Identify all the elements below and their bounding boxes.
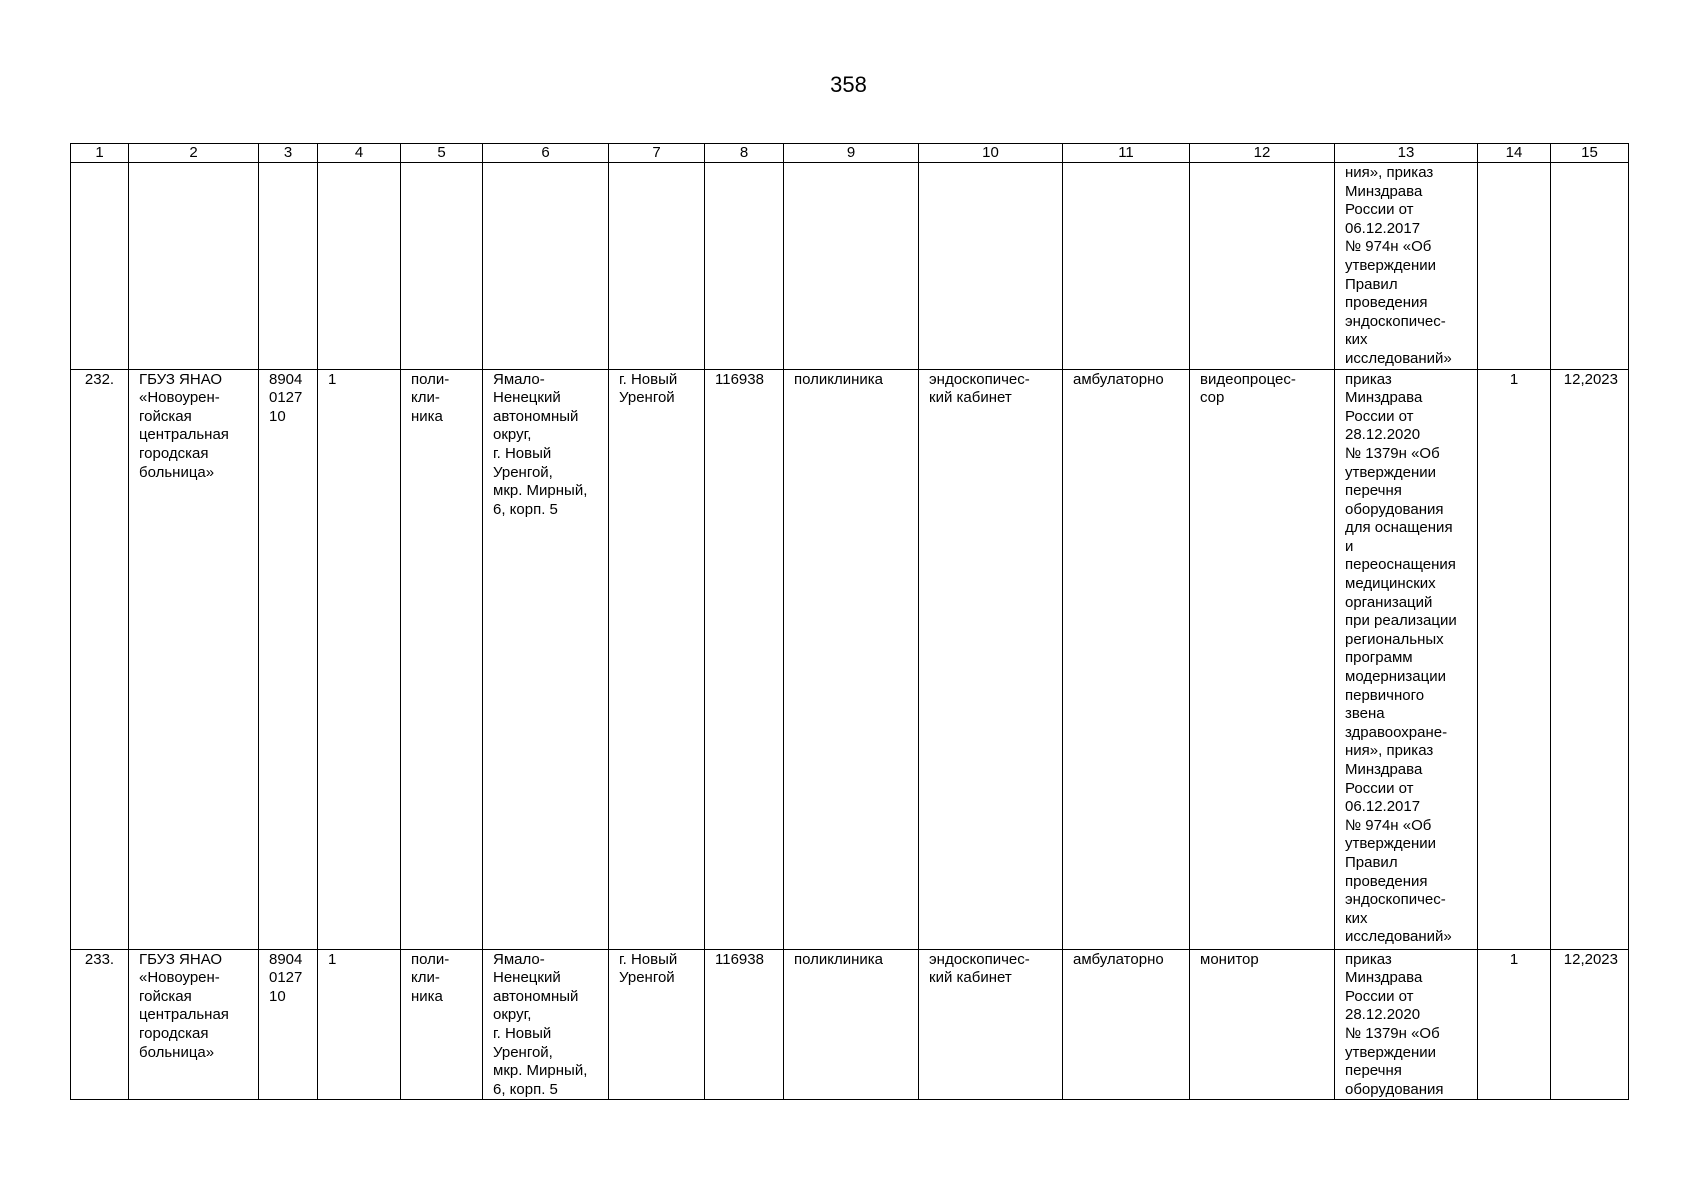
city-cell: г. Новый Уренгой (609, 369, 705, 949)
code-cell: 8904 0127 10 (259, 949, 318, 1100)
row-number-cell: 232. (71, 369, 129, 949)
empty-cell (784, 163, 919, 370)
basis-cell: приказ Минздрава России от 28.12.2020 № 1379н «Об утверждении перечня оборудования (1335, 949, 1478, 1100)
column-number: 10 (919, 144, 1063, 163)
table-row (71, 369, 1629, 949)
organization-cell: ГБУЗ ЯНАО «Новоурен- гойская центральная городская больница» (129, 369, 259, 949)
address-cell: Ямало- Ненецкий автономный округ, г. Новый Уренгой, мкр. Мирный, 6, корп. 5 (483, 949, 609, 1100)
organization-cell: ГБУЗ ЯНАО «Новоурен- гойская центральная городская больница» (129, 949, 259, 1100)
postcode-cell: 116938 (705, 369, 784, 949)
empty-cell (1063, 163, 1190, 370)
column-number: 2 (129, 144, 259, 163)
equipment-cell: видеопроцес- сор (1190, 369, 1335, 949)
column-number: 12 (1190, 144, 1335, 163)
unit-type-cell: поли- кли- ника (401, 369, 483, 949)
date-cell: 12,2023 (1551, 949, 1629, 1100)
column-number: 4 (318, 144, 401, 163)
department-cell: эндоскопичес- кий кабинет (919, 369, 1063, 949)
city-cell: г. Новый Уренгой (609, 949, 705, 1100)
basis-cell: приказ Минздрава России от 28.12.2020 № 1379н «Об утверждении перечня оборудования для оснащения и переоснащения медицинских организаций при реализации региональных программ модернизации первичного звена здравоохране- ния», приказ Минздрава России от 06.12.2017 № 974н «Об утверждении Правил проведения эндоскопичес- ких исследований» (1335, 369, 1478, 949)
equipment-table (70, 143, 1629, 1100)
empty-cell (259, 163, 318, 370)
empty-cell (1478, 163, 1551, 370)
basis-cell: ния», приказ Минздрава России от 06.12.2017 № 974н «Об утверждении Правил проведения эндоскопичес- ких исследований» (1335, 163, 1478, 370)
empty-cell (401, 163, 483, 370)
column-number: 15 (1551, 144, 1629, 163)
empty-cell (71, 163, 129, 370)
table-row (71, 949, 1629, 1100)
empty-cell (129, 163, 259, 370)
column-number: 3 (259, 144, 318, 163)
empty-cell (318, 163, 401, 370)
empty-cell (483, 163, 609, 370)
column-number: 9 (784, 144, 919, 163)
address-cell: Ямало- Ненецкий автономный округ, г. Новый Уренгой, мкр. Мирный, 6, корп. 5 (483, 369, 609, 949)
care-form-cell: амбулаторно (1063, 369, 1190, 949)
column-number: 8 (705, 144, 784, 163)
date-cell: 12,2023 (1551, 369, 1629, 949)
department-cell: эндоскопичес- кий кабинет (919, 949, 1063, 1100)
facility-cell: поликлиника (784, 949, 919, 1100)
empty-cell (705, 163, 784, 370)
empty-cell (609, 163, 705, 370)
row-number-cell: 233. (71, 949, 129, 1100)
col4-cell: 1 (318, 949, 401, 1100)
equipment-cell: монитор (1190, 949, 1335, 1100)
column-number: 5 (401, 144, 483, 163)
quantity-cell: 1 (1478, 949, 1551, 1100)
care-form-cell: амбулаторно (1063, 949, 1190, 1100)
col4-cell: 1 (318, 369, 401, 949)
column-number: 6 (483, 144, 609, 163)
facility-cell: поликлиника (784, 369, 919, 949)
column-number: 11 (1063, 144, 1190, 163)
code-cell: 8904 0127 10 (259, 369, 318, 949)
column-number: 13 (1335, 144, 1478, 163)
empty-cell (1551, 163, 1629, 370)
column-number: 14 (1478, 144, 1551, 163)
column-number: 1 (71, 144, 129, 163)
empty-cell (1190, 163, 1335, 370)
unit-type-cell: поли- кли- ника (401, 949, 483, 1100)
column-number: 7 (609, 144, 705, 163)
column-number-row (71, 144, 1629, 163)
quantity-cell: 1 (1478, 369, 1551, 949)
postcode-cell: 116938 (705, 949, 784, 1100)
empty-cell (919, 163, 1063, 370)
continuation-row (71, 163, 1629, 370)
page-number: 358 (830, 72, 867, 97)
